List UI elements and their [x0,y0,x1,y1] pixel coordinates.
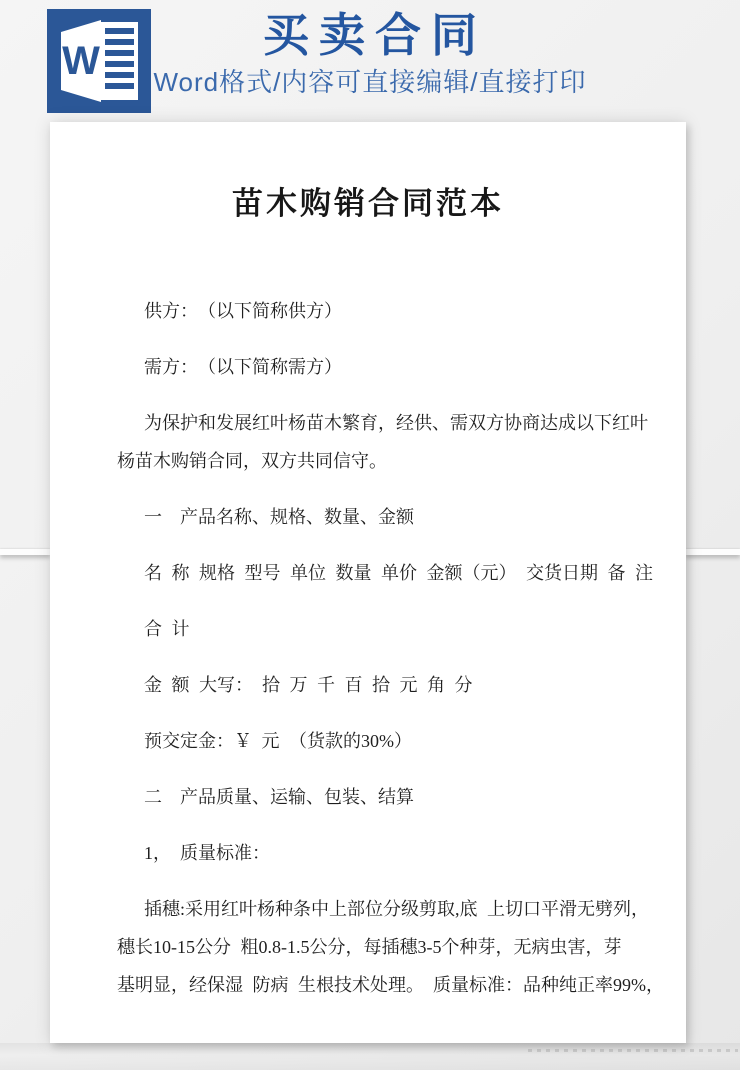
paragraph [117,778,626,816]
page-bottom-shadow [0,1043,740,1070]
watermark-strip [528,1049,738,1052]
paragraph [117,890,664,1004]
paragraph-line: 名 称 规格 型号 单位 数量 单价 金额（元） 交货日期 备 注 [144,563,653,583]
paragraph-line: 需方： （以下简称需方） [144,357,342,377]
paragraph-line: 金 额 大写： 拾 万 千 百 拾 元 角 分 [144,675,473,695]
word-icon-letter: W [62,39,100,83]
page-gap-left [0,549,50,555]
header-title: 买卖合同 [263,9,487,61]
paragraph [117,348,626,386]
paragraph-line: 基明显，经保湿 防病 生根技术处理。 质量标准：品种纯正率99%， [117,975,664,995]
document-body [50,292,686,1004]
paragraph-line: 杨苗木购销合同，双方共同信守。 [117,451,387,471]
paragraph-line: 预交定金：￥ 元 （货款的30%） [144,731,412,751]
paragraph-line: 一 产品名称、规格、数量、金额 [144,507,414,527]
paragraph-line: 二 产品质量、运输、包装、结算 [144,787,414,807]
document-title: 苗木购销合同范本 [232,186,504,221]
document-page [50,122,686,1043]
paragraph-line: 供方： （以下简称供方） [144,301,342,321]
paragraph [117,554,653,592]
paragraph [117,404,648,480]
paragraph [117,834,626,872]
header-text [0,6,740,98]
paragraph-line: 为保护和发展红叶杨苗木繁育，经供、需双方协商达成以下红叶 [144,413,648,433]
paragraph-line: 插穗:采用红叶杨种条中上部位分级剪取,底 上切口平滑无劈列， [144,899,649,919]
paragraph [117,722,626,760]
paragraph-line: 穗长10-15公分 粗0.8-1.5公分，每插穗3-5个种芽，无病虫害，芽 [117,937,622,957]
paragraph-line: 1， 质量标准： [144,843,270,863]
paragraph [117,498,626,536]
paragraph-line: 合 计 [144,619,190,639]
page-gap-right [686,549,740,555]
paragraph [117,610,626,648]
paragraph [117,292,626,330]
header [0,0,740,122]
paragraph [117,666,626,704]
header-subtitle: Word格式/内容可直接编辑/直接打印 [153,67,587,97]
